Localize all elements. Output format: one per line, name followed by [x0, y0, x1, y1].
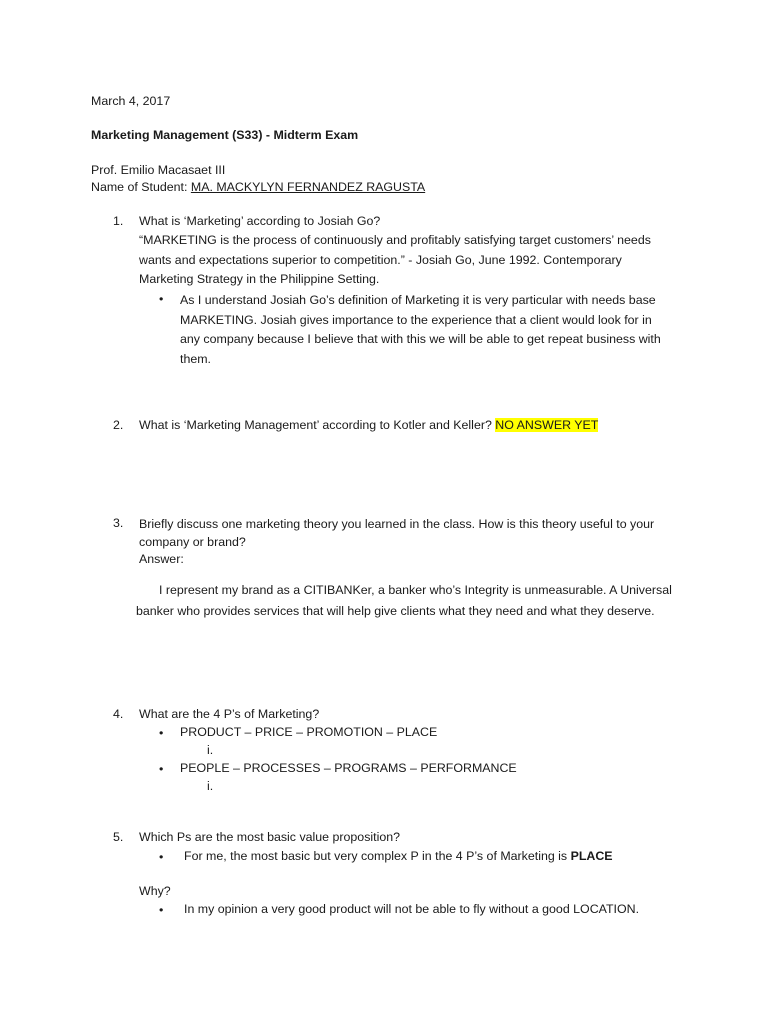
q5-bullet-text [184, 849, 613, 863]
q1-bullet-line: As I understand Josiah Go’s definition of Marketing it is very particular with needs base [180, 293, 656, 307]
q4-bullet-text: PRODUCT – PRICE – PROMOTION – PLACE [180, 725, 438, 739]
q3-answer-label: Answer: [139, 552, 184, 566]
q1-quote-line: “MARKETING is the process of continuously and profitably satisfying target customers’ needs [139, 233, 651, 247]
q1-quote-line: Marketing Strategy in the Philippine Setting. [139, 272, 380, 286]
q4-sub-item: i. [207, 743, 214, 757]
q2-no-answer-highlight: NO ANSWER YET [495, 418, 599, 432]
exam-title: Marketing Management (S33) - Midterm Exam [91, 128, 359, 142]
q5-bullet-glyph: • [159, 903, 164, 917]
q5-bullet-text-pre: For me, the most basic but very complex P in the 4 P’s of Marketing is [184, 849, 571, 863]
q1-quote [139, 231, 651, 290]
q5-bullet-text-place: PLACE [570, 849, 613, 863]
exam-date: March 4, 2017 [91, 94, 171, 108]
q3-question [139, 516, 654, 569]
q2-number: 2. [113, 418, 124, 432]
student-line [91, 180, 425, 194]
q3-answer-line: I represent my brand as a CITIBANKer, a banker who’s Integrity is unmeasurable. A Universal [159, 583, 672, 597]
student-label: Name of Student: [91, 180, 191, 194]
q4-question: What are the 4 P’s of Marketing? [139, 707, 320, 721]
q1-number: 1. [113, 214, 124, 228]
q5-question: Which Ps are the most basic value proposition? [139, 830, 401, 844]
q4-bullet-glyph: • [159, 762, 164, 776]
q1-bullet-line: them. [180, 351, 211, 366]
q3-question-line: company or brand? [139, 534, 246, 549]
q5-why-text: In my opinion a very good product will not be able to fly without a good LOCATION. [184, 902, 640, 916]
q5-why-label: Why? [139, 884, 171, 898]
q4-sub-item: i. [207, 779, 214, 793]
q5-bullet-glyph: • [159, 850, 164, 864]
professor-name: Prof. Emilio Macasaet III [91, 163, 226, 177]
q5-number: 5. [113, 830, 124, 844]
q4-bullet-text: PEOPLE – PROCESSES – PROGRAMS – PERFORMANCE [180, 761, 517, 775]
q2-line [139, 418, 598, 432]
q3-question-line: Briefly discuss one marketing theory you learned in the class. How is this theory useful to your [139, 517, 655, 531]
q1-bullet-line: MARKETING. Josiah gives importance to the experience that a client would look for in [180, 312, 652, 327]
q4-bullet-glyph: • [159, 726, 164, 740]
q3-answer-line: banker who provides services that will help give clients what they need and what they deserve. [136, 604, 655, 618]
q2-question: What is ‘Marketing Management’ according to Kotler and Keller? [139, 418, 496, 432]
q1-bullet-glyph: • [159, 292, 164, 306]
q1-question: What is ‘Marketing’ according to Josiah Go? [139, 214, 381, 228]
student-name: MA. MACKYLYN FERNANDEZ RAGUSTA [190, 180, 426, 194]
q1-bullet-text [180, 291, 661, 369]
q1-bullet-line: any company because I believe that with this we will be able to get repeat business with [180, 332, 661, 346]
q1-quote-line: wants and expectations superior to competition.” - Josiah Go, June 1992. Contemporary [139, 252, 622, 267]
q4-number: 4. [113, 707, 124, 721]
q3-number: 3. [113, 516, 124, 530]
